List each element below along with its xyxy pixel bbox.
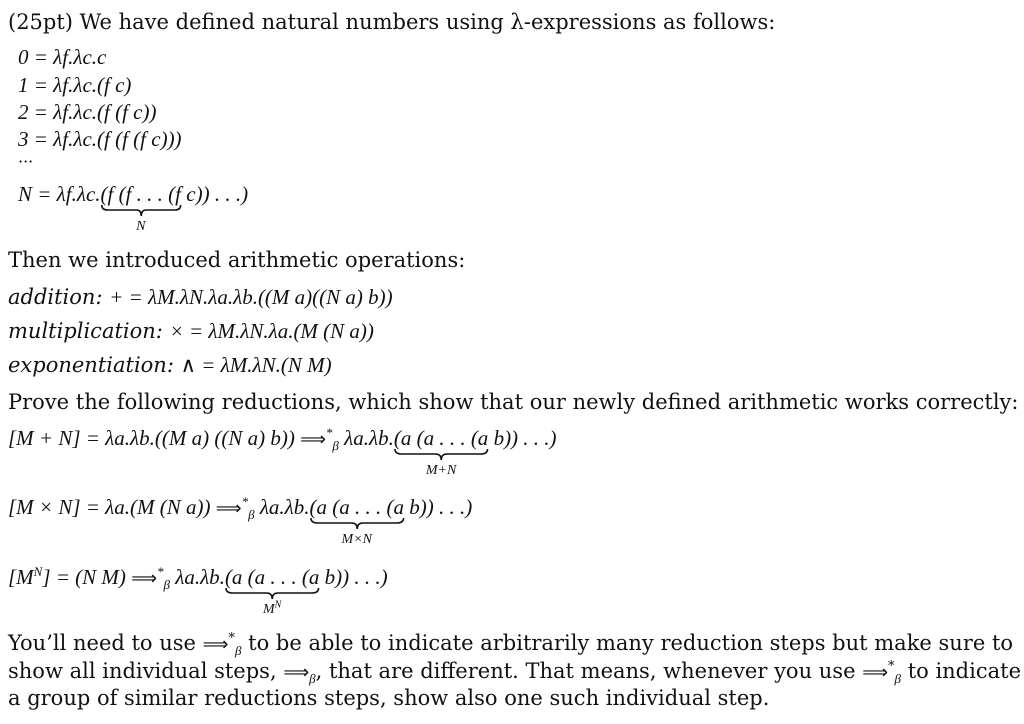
op-addition-label: addition:: [8, 285, 103, 309]
multistep-arrow-icon: ⟹: [215, 498, 242, 519]
op-multiplication-expr: × = λM.λN.λa.(M (N a)): [169, 319, 374, 343]
underbrace-curve: [225, 587, 319, 601]
reduction-multiplication-braced: (a (a . . . (a: [309, 495, 404, 519]
numeral-1: 1 = λf.λc.(f c): [18, 73, 132, 97]
arrow-star: *: [241, 494, 249, 509]
underbrace-curve: [101, 204, 181, 218]
reduction-addition-target-prefix: λa.λb.: [344, 426, 394, 450]
underbrace-label: N: [136, 219, 146, 234]
numeral-2: 2 = λf.λc.(f (f c)): [18, 100, 157, 124]
closing-text-1: You’ll need to use: [8, 631, 196, 655]
arrow-beta: β: [163, 577, 170, 593]
op-addition-expr: + = λM.λN.λa.λb.((M a)((N a) b)): [109, 285, 393, 309]
op-multiplication: [8, 319, 374, 343]
reduction-addition-lhs: [M + N] = λa.λb.((M a) ((N a) b)): [8, 426, 295, 450]
reduction-exponentiation: [8, 564, 388, 617]
arrow-star: *: [888, 659, 895, 674]
reduction-exponentiation-lhs-base: [M: [8, 565, 34, 589]
op-multiplication-label: multiplication:: [8, 319, 163, 343]
prove-intro: Prove the following reductions, which show that our newly defined arithmetic works correctly:: [8, 390, 1019, 414]
numeral-general-braced: (f (f . . . (f: [100, 182, 182, 206]
op-exponentiation: [8, 353, 332, 377]
multistep-arrow-icon: ⟹: [131, 568, 157, 589]
closing-text-5: to indicate: [907, 659, 1021, 683]
reduction-multiplication: [8, 494, 473, 547]
underbrace-curve: [394, 448, 488, 462]
reduction-addition-braced: (a (a . . . (a: [393, 426, 489, 450]
underbrace-curve: [310, 517, 404, 531]
numeral-3: 3 = λf.λc.(f (f (f c))): [18, 127, 182, 151]
reduction-addition: [8, 425, 557, 478]
closing-text-3: show all individual steps,: [8, 659, 277, 683]
underbrace: [309, 495, 404, 547]
reduction-exponentiation-suffix: b)) . . .): [324, 565, 388, 589]
op-exponentiation-expr: ∧ = λM.λN.(N M): [180, 353, 332, 377]
numeral-general-suffix: c)) . . .): [186, 182, 249, 206]
reduction-multiplication-suffix: b)) . . .): [409, 495, 473, 519]
arrow-beta: β: [332, 438, 339, 454]
ops-intro: Then we introduced arithmetic operations:: [8, 248, 466, 272]
reduction-exponentiation-lhs-rest: ] = (N M): [42, 565, 126, 589]
arrow-star: *: [157, 564, 164, 579]
underbrace: [224, 565, 320, 617]
closing-line-3: a group of similar reductions steps, show also one such individual step.: [8, 686, 770, 710]
intro-text: (25pt) We have defined natural numbers using λ-expressions as follows:: [8, 10, 776, 34]
underbrace-label: [225, 599, 319, 617]
multistep-arrow-icon: ⟹: [300, 429, 326, 450]
reduction-multiplication-target-prefix: λa.λb.: [259, 495, 310, 519]
numeral-general: [18, 182, 249, 234]
closing-line-1: [8, 631, 1013, 657]
underbrace-label: M+N: [425, 463, 457, 478]
closing-line-2: [8, 659, 1021, 685]
single-step-arrow-icon: ⟹: [283, 662, 310, 683]
arrow-beta: β: [248, 507, 255, 523]
reduction-exponentiation-target-prefix: λa.λb.: [175, 565, 225, 589]
numeral-0: 0 = λf.λc.c: [18, 45, 107, 69]
multistep-arrow-icon: ⟹: [202, 634, 229, 655]
op-addition: [8, 285, 393, 309]
multistep-arrow-icon: ⟹: [862, 662, 889, 683]
arrow-beta: β: [234, 643, 242, 659]
numeral-ellipsis: ···: [18, 152, 34, 171]
op-exponentiation-label: exponentiation:: [8, 353, 174, 377]
reduction-multiplication-lhs: [M × N] = λa.(M (N a)): [8, 495, 211, 519]
brace-label-base: M: [263, 602, 275, 617]
reduction-exponentiation-lhs-sup: N: [33, 564, 43, 579]
arrow-star: *: [228, 631, 235, 646]
underbrace: [393, 426, 489, 478]
reduction-exponentiation-braced: (a (a . . . (a: [224, 565, 320, 589]
arrow-star: *: [325, 425, 333, 440]
arrow-beta: β: [894, 671, 901, 687]
arrow-beta: β: [309, 671, 316, 687]
numeral-general-prefix: N = λf.λc.: [18, 182, 101, 206]
underbrace: [100, 182, 182, 234]
brace-label-sup: N: [274, 599, 282, 611]
closing-text-4: , that are different. That means, whenever you use: [315, 659, 856, 683]
underbrace-label: M×N: [341, 532, 372, 547]
reduction-addition-suffix: b)) . . .): [493, 426, 557, 450]
closing-text-2: to be able to indicate arbitrarily many reduction steps but make sure to: [248, 631, 1014, 655]
